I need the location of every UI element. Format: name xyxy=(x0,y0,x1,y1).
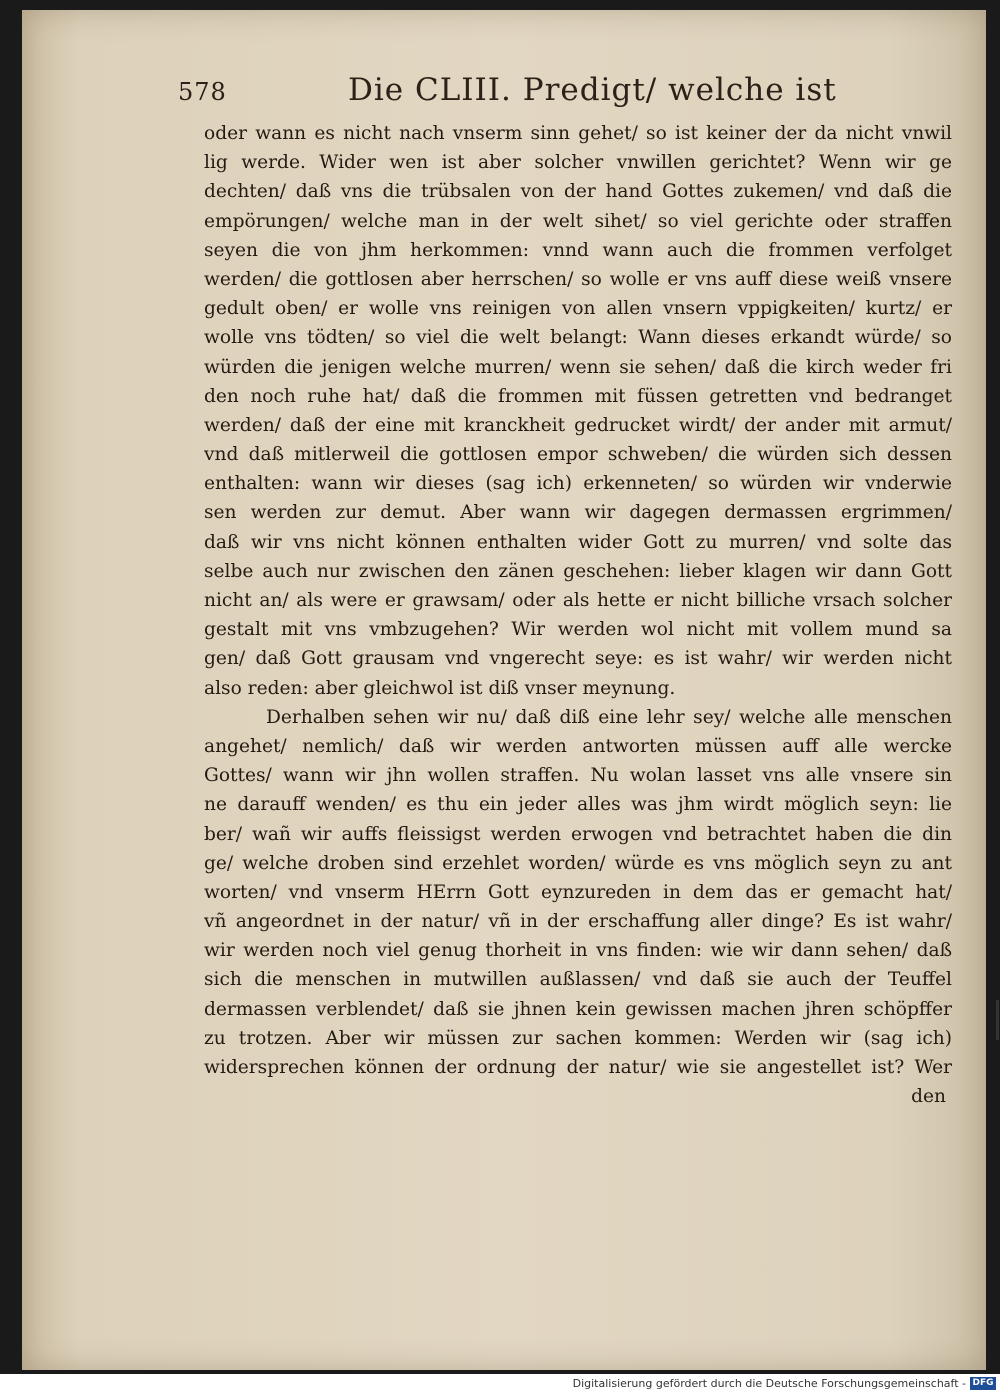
text-line: werden/ daß der eine mit kranckheit gedrucket wirdt/ der ander mit armut/ xyxy=(204,414,952,436)
text-line: worten/ vnd vnserm HErrn Gott eynzureden in dem das er gemacht hat/ xyxy=(204,881,952,903)
text-line: Gottes/ wann wir jhn wollen straffen. Nu wolan lasset vns alle vnsere sin xyxy=(204,765,952,787)
running-title: Die CLIII. Predigt/ welche ist xyxy=(348,72,837,108)
text-line: also reden: aber gleichwol ist diß vnser meynung. xyxy=(204,677,676,699)
page-number: 578 xyxy=(178,78,227,106)
funding-credit: Digitalisierung gefördert durch die Deutsche Forschungsgemeinschaft - xyxy=(572,1377,966,1390)
catchword: den xyxy=(911,1086,946,1108)
text-line: seyen die von jhm herkommen: vnnd wann auch die frommen verfolget xyxy=(204,239,952,261)
text-line: gen/ daß Gott grausam vnd vngerecht seye: es ist wahr/ wir werden nicht xyxy=(204,648,952,670)
text-line: gestalt mit vns vmbzugehen? Wir werden wol nicht mit vollem mund sa xyxy=(204,619,952,641)
page-header xyxy=(178,72,837,116)
text-line: vñ angeordnet in der natur/ vñ in der erschaffung aller dinge? Es ist wahr/ xyxy=(204,911,952,933)
text-line: wir werden noch viel genug thorheit in vns finden: wie wir dann sehen/ daß xyxy=(204,940,952,962)
text-line: sen werden zur demut. Aber wann wir dagegen dermassen ergrimmen/ xyxy=(204,502,952,524)
paragraph-start-line: Derhalben sehen wir nu/ daß diß eine lehr sey/ welche alle menschen xyxy=(266,706,952,728)
text-line: oder wann es nicht nach vnserm sinn gehet/ so ist keiner der da nicht vnwil xyxy=(204,123,952,144)
text-line: sich die menschen in mutwillen außlassen/ vnd daß sie auch der Teuffel xyxy=(204,969,952,991)
text-line: den noch ruhe hat/ daß die frommen mit füssen getretten vnd bedranget xyxy=(204,385,952,407)
text-line: zu trotzen. Aber wir müssen zur sachen kommen: Werden wir (sag ich) xyxy=(204,1027,952,1049)
sermon-text xyxy=(204,119,952,1111)
text-line: vnd daß mitlerweil die gottlosen empor schweben/ die würden sich dessen xyxy=(204,444,952,466)
text-line: dechten/ daß vns die trübsalen von der hand Gottes zukemen/ vnd daß die xyxy=(204,181,952,203)
footer-bar xyxy=(0,1374,1000,1394)
text-line: wolle vns tödten/ so viel die welt belangt: Wann dieses erkandt würde/ so xyxy=(204,327,952,349)
text-line: nicht an/ als were er grawsam/ oder als hette er nicht billiche vrsach solcher xyxy=(204,590,952,611)
dfg-logo: DFG xyxy=(970,1377,996,1390)
text-line: werden/ die gottlosen aber herrschen/ so wolle er vns auff diese weiß vnsere xyxy=(204,268,952,290)
text-line: widersprechen können der ordnung der natur/ wie sie angestellet ist? Wer xyxy=(204,1057,952,1078)
text-line: daß wir vns nicht können enthalten wider Gott zu murren/ vnd solte das xyxy=(204,531,952,553)
page-edge-mark xyxy=(996,1000,999,1040)
text-line: gedult oben/ er wolle vns reinigen von allen vnsern vppigkeiten/ kurtz/ er xyxy=(204,298,952,320)
text-line: ge/ welche droben sind erzehlet worden/ würde es vns möglich seyn zu ant xyxy=(204,852,952,874)
text-line: lig werde. Wider wen ist aber solcher vnwillen gerichtet? Wenn wir ge xyxy=(204,152,952,174)
text-line: ber/ wañ wir auffs fleissigst werden erwogen vnd betrachtet haben die din xyxy=(204,823,952,845)
text-line: würden die jenigen welche murren/ wenn sie sehen/ daß die kirch weder fri xyxy=(204,356,952,378)
text-line: angehet/ nemlich/ daß wir werden antworten müssen auff alle wercke xyxy=(204,735,952,757)
text-line: selbe auch nur zwischen den zänen geschehen: lieber klagen wir dann Gott xyxy=(204,560,952,582)
text-line: empörungen/ welche man in der welt sihet/ so viel gerichte oder straffen xyxy=(204,210,952,232)
text-line: dermassen verblendet/ daß sie jhnen kein gewissen machen jhren schöpffer xyxy=(204,998,952,1020)
text-line: ne darauff wenden/ es thu ein jeder alles was jhm wirdt möglich seyn: lie xyxy=(204,794,952,816)
text-line: enthalten: wann wir dieses (sag ich) erkenneten/ so würden wir vnderwie xyxy=(204,473,952,495)
